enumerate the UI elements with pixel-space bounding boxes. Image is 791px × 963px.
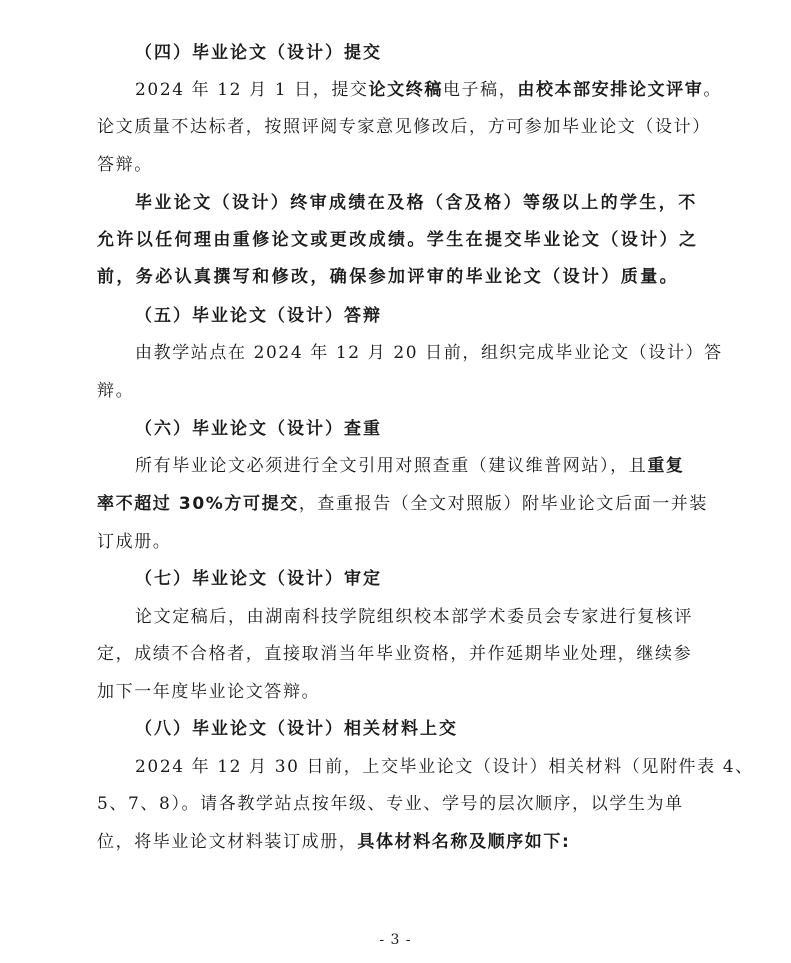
paragraph-line xyxy=(135,455,685,477)
section-heading-4: （四）毕业论文（设计）提交 xyxy=(135,43,382,63)
paragraph-line: 由教学站点在 2024 年 12 月 20 日前，组织完成毕业论文（设计）答 xyxy=(135,343,723,363)
paragraph-line: 定，成绩不合格者，直接取消当年毕业资格，并作延期毕业处理，继续参 xyxy=(97,644,693,664)
bold-text: 论文终稿 xyxy=(368,80,443,100)
paragraph-line: 加下一年度毕业论文答辩。 xyxy=(97,682,321,702)
paragraph-line: 答辩。 xyxy=(97,155,153,175)
section-heading-5: （五）毕业论文（设计）答辩 xyxy=(135,306,382,326)
paragraph-line xyxy=(97,831,570,853)
section-heading-7: （七）毕业论文（设计）审定 xyxy=(135,569,382,589)
text-span: 电子稿， xyxy=(442,80,518,100)
paragraph-line: 订成册。 xyxy=(97,532,172,552)
paragraph-line: 论文定稿后，由湖南科技学院组织校本部学术委员会专家进行复核评 xyxy=(135,607,693,627)
bold-text: 具体材料名称及顺序如下: xyxy=(357,832,571,852)
paragraph-line xyxy=(97,493,708,515)
section-heading-6: （六）毕业论文（设计）查重 xyxy=(135,419,382,439)
paragraph-line: 论文质量不达标者，按照评阅专家意见修改后，方可参加毕业论文（设计） xyxy=(97,117,711,137)
text-span: 2024 年 12 月 1 日，提交 xyxy=(135,80,369,100)
bold-text: 由校本部安排论文评审 xyxy=(517,80,704,100)
text-span: 所有毕业论文必须进行全文引用对照查重（建议维普网站），且 xyxy=(135,456,648,476)
bold-text: 重复 xyxy=(647,456,685,476)
paragraph-line xyxy=(135,79,722,101)
section-heading-8: （八）毕业论文（设计）相关材料上交 xyxy=(135,719,458,739)
paragraph-line: 辩。 xyxy=(97,381,135,401)
bold-paragraph-line: 前，务必认真撰写和修改，确保参加评审的毕业论文（设计）质量。 xyxy=(97,267,679,287)
page-number: - 3 - xyxy=(379,932,412,948)
text-span: 位，将毕业论文材料装订成册， xyxy=(97,832,358,852)
bold-text: 率不超过 30%方可提交 xyxy=(97,494,299,514)
paragraph-line: 5、7、8）。请各教学站点按年级、专业、学号的层次顺序，以学生为单 xyxy=(97,794,684,814)
text-span: 。 xyxy=(703,80,722,100)
bold-paragraph-line: 毕业论文（设计）终审成绩在及格（含及格）等级以上的学生，不 xyxy=(135,193,698,213)
text-span: ，查重报告（全文对照版）附毕业论文后面一并装 xyxy=(298,494,709,514)
paragraph-line: 2024 年 12 月 30 日前，上交毕业论文（设计）相关材料（见附件表 4、 xyxy=(135,757,754,777)
bold-paragraph-line: 允许以任何理由重修论文或更改成绩。学生在提交毕业论文（设计）之 xyxy=(97,230,699,250)
